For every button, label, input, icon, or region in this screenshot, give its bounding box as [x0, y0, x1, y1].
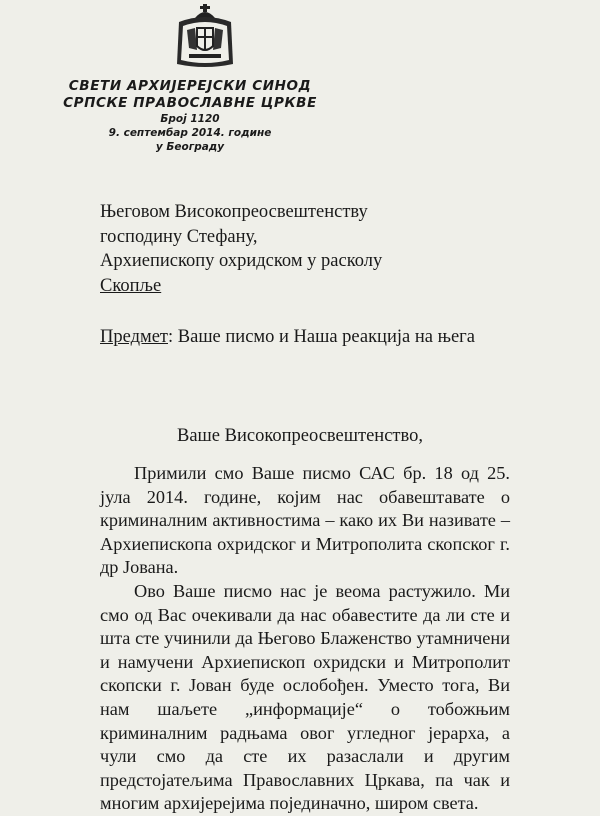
- addressee-city: Скопље: [100, 275, 162, 296]
- subject-text: : Ваше писмо и Наша реакција на њега: [168, 327, 475, 347]
- document-date: 9. септембар 2014. године: [108, 127, 272, 139]
- church-name: СРПСКЕ ПРАВОСЛАВНЕ ЦРКВЕ: [63, 95, 317, 111]
- document-number: Број 1120: [160, 113, 220, 125]
- addressee-line-2: господину Стефану,: [100, 226, 258, 247]
- addressee-block: [100, 200, 382, 298]
- paragraph-2: Ово Ваше писмо нас је веома растужило. Ми смо од Вас очекивали да нас обавестите да ли сте и шта сте учинили да Његово Блаженство утамничени и намучени Архиепископ охридски и Митрополит скопски г. Јован буде ослобођен. Уместо тога, Ви нам шаљете „информације“ о тобожњим криминалним радњама овог угледног јерарха, а чули смо да сте их разаслали и другим предстојатељима Православних Цркава, па чак и многим архијерејима појединачно, широм света.: [100, 580, 510, 814]
- document-place: у Београду: [155, 141, 225, 153]
- church-emblem-icon: [173, 4, 237, 70]
- addressee-line-3: Архиепископу охридском у расколу: [100, 251, 383, 271]
- subject-line: [100, 327, 475, 348]
- salutation: Ваше Високопреосвештенство,: [177, 426, 423, 446]
- subject-label: Предмет: [100, 327, 168, 347]
- addressee-line-1: Његовом Високопреосвештенству: [100, 202, 368, 222]
- synod-name: СВЕТИ АРХИЈЕРЕЈСКИ СИНОД: [68, 78, 312, 94]
- paragraph-1: Примили смо Ваше писмо САС бр. 18 од 25. јула 2014. године, којим нас обавештавате о криминалним активностима – како их Ви називате – Архиепископа охридског и Митрополита скопског г. др Јована.: [100, 463, 510, 578]
